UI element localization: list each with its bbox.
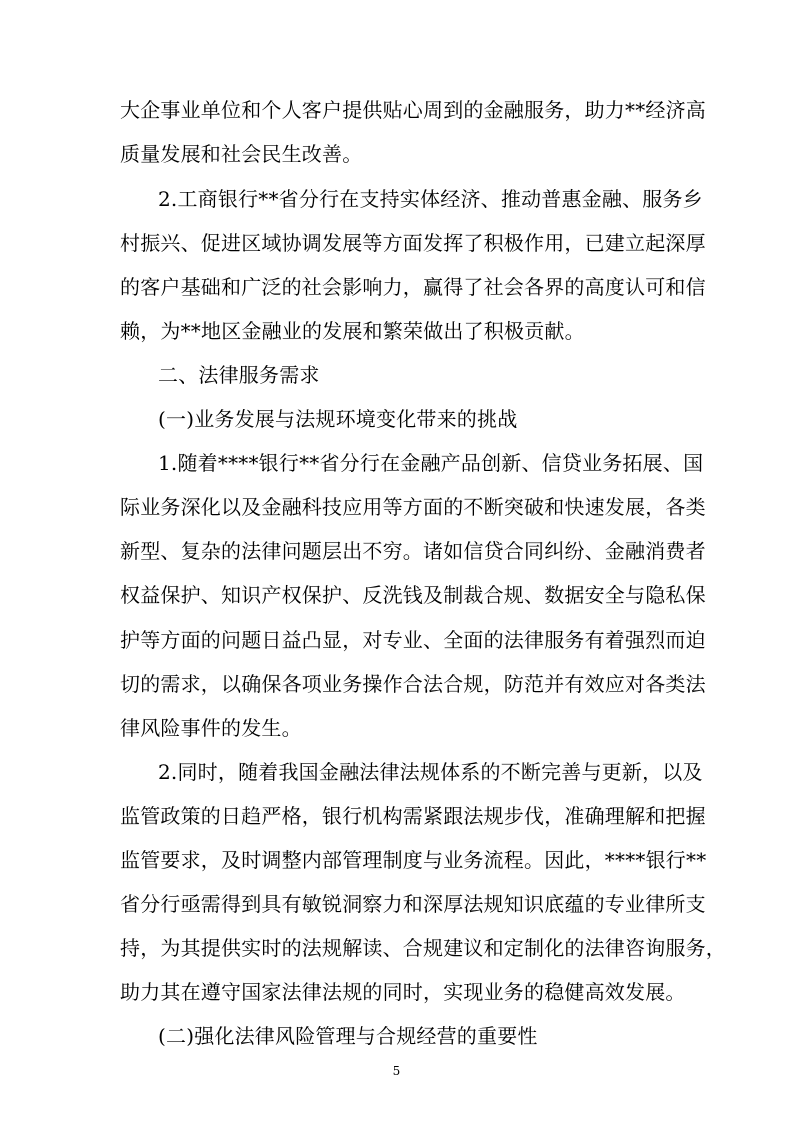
paragraph-line: 2.同时，随着我国金融法律法规体系的不断完善与更新，以及 xyxy=(158,760,703,784)
paragraph-line: 赖，为**地区金融业的发展和繁荣做出了积极贡献。 xyxy=(120,319,585,343)
paragraph-line: 新型、复杂的法律问题层出不穷。诸如信贷合同纠纷、金融消费者 xyxy=(120,539,706,563)
paragraph-line: 的客户基础和广泛的社会影响力，赢得了社会各界的高度认可和信 xyxy=(120,275,706,299)
paragraph-line: 监管政策的日趋严格，银行机构需紧跟法规步伐，准确理解和把握 xyxy=(120,804,706,828)
paragraph-line: 村振兴、促进区域协调发展等方面发挥了积极作用，已建立起深厚 xyxy=(120,231,706,255)
section-heading: 二、法律服务需求 xyxy=(158,363,320,387)
paragraph-line: 大企事业单位和个人客户提供贴心周到的金融服务，助力**经济高 xyxy=(120,98,706,122)
subsection-heading: (二)强化法律风险管理与合规经营的重要性 xyxy=(158,1024,538,1048)
paragraph-line: 权益保护、知识产权保护、反洗钱及制裁合规、数据安全与隐私保 xyxy=(120,583,706,607)
paragraph-line: 持，为其提供实时的法规解读、合规建议和定制化的法律咨询服务， xyxy=(120,936,726,960)
paragraph-line: 际业务深化以及金融科技应用等方面的不断突破和快速发展，各类 xyxy=(120,495,706,519)
paragraph-line: 监管要求，及时调整内部管理制度与业务流程。因此，****银行** xyxy=(120,848,707,872)
paragraph-line: 省分行亟需得到具有敏锐洞察力和深厚法规知识底蕴的专业律所支 xyxy=(120,892,706,916)
paragraph-line: 律风险事件的发生。 xyxy=(120,716,302,740)
paragraph-line: 护等方面的问题日益凸显，对专业、全面的法律服务有着强烈而迫 xyxy=(120,628,706,652)
paragraph-line: 1.随着****银行**省分行在金融产品创新、信贷业务拓展、国 xyxy=(158,451,704,475)
paragraph-line: 助力其在遵守国家法律法规的同时，实现业务的稳健高效发展。 xyxy=(120,980,686,1004)
paragraph-line: 切的需求，以确保各项业务操作合法合规，防范并有效应对各类法 xyxy=(120,672,706,696)
paragraph-line: 2.工商银行**省分行在支持实体经济、推动普惠金融、服务乡 xyxy=(158,187,703,211)
subsection-heading: (一)业务发展与法规环境变化带来的挑战 xyxy=(158,407,518,431)
page-number: 5 xyxy=(392,1064,401,1078)
paragraph-line: 质量发展和社会民生改善。 xyxy=(120,142,363,166)
